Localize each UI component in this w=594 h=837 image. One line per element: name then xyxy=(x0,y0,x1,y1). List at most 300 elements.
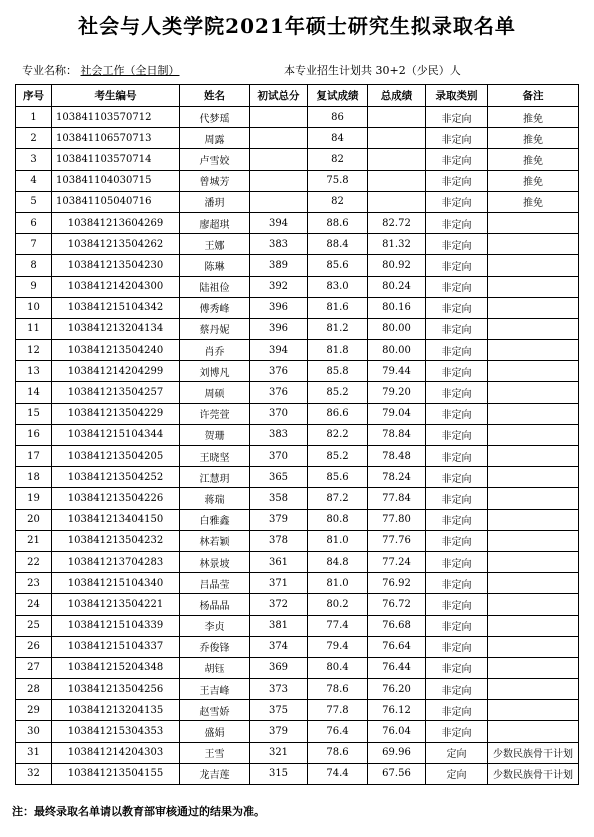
admission-type-cell: 非定向 xyxy=(426,276,488,297)
table-row xyxy=(16,318,579,339)
exam-id-cell: 103841214204299 xyxy=(52,361,180,382)
total-score-cell: 69.96 xyxy=(368,742,426,763)
header-initial-score: 初试总分 xyxy=(250,85,308,107)
total-score-cell: 82.72 xyxy=(368,212,426,233)
remark-cell xyxy=(488,551,579,572)
remark-cell xyxy=(488,636,579,657)
table-row xyxy=(16,657,579,678)
exam-id-cell: 103841213504257 xyxy=(52,382,180,403)
retest-score-cell: 82 xyxy=(308,191,368,212)
major-label: 专业名称： xyxy=(22,64,77,77)
name-cell: 王雪 xyxy=(180,742,250,763)
exam-id-cell: 103841213504205 xyxy=(52,446,180,467)
remark-cell: 少数民族骨干计划 xyxy=(488,742,579,763)
table-row xyxy=(16,212,579,233)
table-row xyxy=(16,742,579,763)
admission-type-cell: 非定向 xyxy=(426,361,488,382)
admission-table xyxy=(15,84,579,785)
seq-cell: 26 xyxy=(16,636,52,657)
initial-score-cell xyxy=(250,170,308,191)
remark-cell xyxy=(488,340,579,361)
exam-id-cell: 103841105040716 xyxy=(52,191,180,212)
initial-score-cell: 369 xyxy=(250,657,308,678)
remark-cell xyxy=(488,212,579,233)
initial-score-cell: 394 xyxy=(250,212,308,233)
seq-cell: 2 xyxy=(16,128,52,149)
header-exam-id: 考生编号 xyxy=(52,85,180,107)
seq-cell: 6 xyxy=(16,212,52,233)
name-cell: 卢雪姣 xyxy=(180,149,250,170)
admission-type-cell: 非定向 xyxy=(426,403,488,424)
remark-cell: 推免 xyxy=(488,149,579,170)
initial-score-cell: 381 xyxy=(250,615,308,636)
total-score-cell: 76.92 xyxy=(368,573,426,594)
initial-score-cell: 389 xyxy=(250,255,308,276)
name-cell: 蔡丹妮 xyxy=(180,318,250,339)
seq-cell: 19 xyxy=(16,488,52,509)
admission-type-cell: 非定向 xyxy=(426,170,488,191)
table-row xyxy=(16,170,579,191)
seq-cell: 4 xyxy=(16,170,52,191)
table-row xyxy=(16,700,579,721)
table-row xyxy=(16,340,579,361)
exam-id-cell: 103841106570713 xyxy=(52,128,180,149)
admission-type-cell: 非定向 xyxy=(426,191,488,212)
initial-score-cell xyxy=(250,149,308,170)
remark-cell: 推免 xyxy=(488,107,579,128)
seq-cell: 16 xyxy=(16,424,52,445)
total-score-cell: 76.64 xyxy=(368,636,426,657)
name-cell: 周露 xyxy=(180,128,250,149)
table-row xyxy=(16,488,579,509)
remark-cell xyxy=(488,594,579,615)
name-cell: 许莞萱 xyxy=(180,403,250,424)
retest-score-cell: 86 xyxy=(308,107,368,128)
remark-cell xyxy=(488,276,579,297)
remark-cell: 推免 xyxy=(488,170,579,191)
table-row xyxy=(16,594,579,615)
seq-cell: 28 xyxy=(16,679,52,700)
retest-score-cell: 74.4 xyxy=(308,763,368,784)
header-total-score: 总成绩 xyxy=(368,85,426,107)
retest-score-cell: 77.4 xyxy=(308,615,368,636)
exam-id-cell: 103841213504230 xyxy=(52,255,180,276)
retest-score-cell: 80.4 xyxy=(308,657,368,678)
initial-score-cell: 372 xyxy=(250,594,308,615)
initial-score-cell: 396 xyxy=(250,318,308,339)
remark-cell xyxy=(488,446,579,467)
name-cell: 王娜 xyxy=(180,234,250,255)
initial-score-cell: 361 xyxy=(250,551,308,572)
seq-cell: 31 xyxy=(16,742,52,763)
exam-id-cell: 103841213204134 xyxy=(52,318,180,339)
table-row xyxy=(16,509,579,530)
seq-cell: 21 xyxy=(16,530,52,551)
admission-type-cell: 非定向 xyxy=(426,530,488,551)
initial-score-cell: 365 xyxy=(250,467,308,488)
exam-id-cell: 103841215104340 xyxy=(52,573,180,594)
retest-score-cell: 86.6 xyxy=(308,403,368,424)
admission-type-cell: 非定向 xyxy=(426,318,488,339)
remark-cell xyxy=(488,361,579,382)
initial-score-cell: 315 xyxy=(250,763,308,784)
remark-cell xyxy=(488,530,579,551)
total-score-cell: 79.20 xyxy=(368,382,426,403)
name-cell: 刘博凡 xyxy=(180,361,250,382)
exam-id-cell: 103841213504229 xyxy=(52,403,180,424)
retest-score-cell: 85.6 xyxy=(308,467,368,488)
admission-type-cell: 非定向 xyxy=(426,234,488,255)
header-name: 姓名 xyxy=(180,85,250,107)
remark-cell xyxy=(488,700,579,721)
total-score-cell: 79.44 xyxy=(368,361,426,382)
exam-id-cell: 103841213204135 xyxy=(52,700,180,721)
name-cell: 盛娟 xyxy=(180,721,250,742)
name-cell: 江慧玥 xyxy=(180,467,250,488)
exam-id-cell: 103841215104344 xyxy=(52,424,180,445)
total-score-cell: 80.00 xyxy=(368,318,426,339)
initial-score-cell: 371 xyxy=(250,573,308,594)
total-score-cell: 80.16 xyxy=(368,297,426,318)
exam-id-cell: 103841103570712 xyxy=(52,107,180,128)
exam-id-cell: 103841213504232 xyxy=(52,530,180,551)
remark-cell xyxy=(488,509,579,530)
name-cell: 李贞 xyxy=(180,615,250,636)
total-score-cell: 76.20 xyxy=(368,679,426,700)
seq-cell: 23 xyxy=(16,573,52,594)
table-row xyxy=(16,361,579,382)
table-row xyxy=(16,234,579,255)
remark-cell: 推免 xyxy=(488,191,579,212)
initial-score-cell: 396 xyxy=(250,297,308,318)
name-cell: 吕晶莹 xyxy=(180,573,250,594)
name-cell: 曾城芳 xyxy=(180,170,250,191)
retest-score-cell: 76.4 xyxy=(308,721,368,742)
retest-score-cell: 81.0 xyxy=(308,530,368,551)
table-row xyxy=(16,149,579,170)
table-row xyxy=(16,530,579,551)
admission-type-cell: 非定向 xyxy=(426,467,488,488)
name-cell: 赵雪娇 xyxy=(180,700,250,721)
exam-id-cell: 103841213504221 xyxy=(52,594,180,615)
seq-cell: 13 xyxy=(16,361,52,382)
table-row xyxy=(16,107,579,128)
total-score-cell: 78.48 xyxy=(368,446,426,467)
exam-id-cell: 103841215204348 xyxy=(52,657,180,678)
total-score-cell: 77.76 xyxy=(368,530,426,551)
exam-id-cell: 103841213504240 xyxy=(52,340,180,361)
retest-score-cell: 84 xyxy=(308,128,368,149)
name-cell: 王吉峰 xyxy=(180,679,250,700)
retest-score-cell: 85.2 xyxy=(308,446,368,467)
retest-score-cell: 80.2 xyxy=(308,594,368,615)
table-row xyxy=(16,679,579,700)
admission-type-cell: 非定向 xyxy=(426,424,488,445)
name-cell: 林若颖 xyxy=(180,530,250,551)
admission-type-cell: 非定向 xyxy=(426,212,488,233)
exam-id-cell: 103841213504256 xyxy=(52,679,180,700)
retest-score-cell: 81.2 xyxy=(308,318,368,339)
name-cell: 白雅鑫 xyxy=(180,509,250,530)
retest-score-cell: 81.6 xyxy=(308,297,368,318)
retest-score-cell: 87.2 xyxy=(308,488,368,509)
admission-type-cell: 非定向 xyxy=(426,594,488,615)
admission-type-cell: 定向 xyxy=(426,742,488,763)
table-row xyxy=(16,551,579,572)
total-score-cell: 77.80 xyxy=(368,509,426,530)
table-row xyxy=(16,297,579,318)
total-score-cell: 78.84 xyxy=(368,424,426,445)
name-cell: 蒋瑞 xyxy=(180,488,250,509)
initial-score-cell: 358 xyxy=(250,488,308,509)
initial-score-cell xyxy=(250,128,308,149)
initial-score-cell xyxy=(250,191,308,212)
retest-score-cell: 85.2 xyxy=(308,382,368,403)
initial-score-cell: 321 xyxy=(250,742,308,763)
remark-cell xyxy=(488,657,579,678)
exam-id-cell: 103841215104342 xyxy=(52,297,180,318)
admission-type-cell: 非定向 xyxy=(426,149,488,170)
header-retest-score: 复试成绩 xyxy=(308,85,368,107)
retest-score-cell: 81.0 xyxy=(308,573,368,594)
seq-cell: 3 xyxy=(16,149,52,170)
initial-score-cell: 394 xyxy=(250,340,308,361)
retest-score-cell: 85.8 xyxy=(308,361,368,382)
remark-cell xyxy=(488,424,579,445)
exam-id-cell: 103841104030715 xyxy=(52,170,180,191)
total-score-cell: 76.68 xyxy=(368,615,426,636)
plan-line: 本专业招生计划共 30+2（少民）人 xyxy=(284,64,461,77)
header-admission-type: 录取类别 xyxy=(426,85,488,107)
admission-type-cell: 非定向 xyxy=(426,446,488,467)
admission-type-cell: 非定向 xyxy=(426,636,488,657)
exam-id-cell: 103841213504155 xyxy=(52,763,180,784)
total-score-cell: 77.24 xyxy=(368,551,426,572)
retest-score-cell: 84.8 xyxy=(308,551,368,572)
retest-score-cell: 88.6 xyxy=(308,212,368,233)
seq-cell: 8 xyxy=(16,255,52,276)
page-title: 社会与人类学院2021年硕士研究生拟录取名单 xyxy=(78,14,516,38)
retest-score-cell: 79.4 xyxy=(308,636,368,657)
exam-id-cell: 103841213504262 xyxy=(52,234,180,255)
initial-score-cell: 379 xyxy=(250,509,308,530)
exam-id-cell: 103841213504252 xyxy=(52,467,180,488)
seq-cell: 20 xyxy=(16,509,52,530)
table-row xyxy=(16,128,579,149)
table-row xyxy=(16,636,579,657)
retest-score-cell: 77.8 xyxy=(308,700,368,721)
total-score-cell: 76.44 xyxy=(368,657,426,678)
seq-cell: 5 xyxy=(16,191,52,212)
remark-cell xyxy=(488,382,579,403)
initial-score-cell: 370 xyxy=(250,403,308,424)
table-row xyxy=(16,424,579,445)
initial-score-cell: 383 xyxy=(250,424,308,445)
table-row xyxy=(16,382,579,403)
retest-score-cell: 85.6 xyxy=(308,255,368,276)
total-score-cell: 79.04 xyxy=(368,403,426,424)
initial-score-cell: 370 xyxy=(250,446,308,467)
seq-cell: 11 xyxy=(16,318,52,339)
retest-score-cell: 83.0 xyxy=(308,276,368,297)
seq-cell: 32 xyxy=(16,763,52,784)
name-cell: 周硕 xyxy=(180,382,250,403)
exam-id-cell: 103841215104337 xyxy=(52,636,180,657)
table-row xyxy=(16,467,579,488)
name-cell: 贺珊 xyxy=(180,424,250,445)
retest-score-cell: 82.2 xyxy=(308,424,368,445)
seq-cell: 27 xyxy=(16,657,52,678)
seq-cell: 22 xyxy=(16,551,52,572)
remark-cell xyxy=(488,297,579,318)
initial-score-cell: 378 xyxy=(250,530,308,551)
admission-type-cell: 非定向 xyxy=(426,255,488,276)
seq-cell: 1 xyxy=(16,107,52,128)
admission-type-cell: 非定向 xyxy=(426,657,488,678)
name-cell: 陈琳 xyxy=(180,255,250,276)
initial-score-cell: 383 xyxy=(250,234,308,255)
table-row xyxy=(16,191,579,212)
major-line xyxy=(22,62,180,78)
admission-type-cell: 非定向 xyxy=(426,297,488,318)
exam-id-cell: 103841213404150 xyxy=(52,509,180,530)
exam-id-cell: 103841213704283 xyxy=(52,551,180,572)
name-cell: 廖超琪 xyxy=(180,212,250,233)
table-header-row xyxy=(16,85,579,107)
initial-score-cell: 376 xyxy=(250,361,308,382)
initial-score-cell: 392 xyxy=(250,276,308,297)
seq-cell: 25 xyxy=(16,615,52,636)
name-cell: 杨晶晶 xyxy=(180,594,250,615)
admission-type-cell: 非定向 xyxy=(426,721,488,742)
total-score-cell: 76.72 xyxy=(368,594,426,615)
seq-cell: 12 xyxy=(16,340,52,361)
admission-type-cell: 非定向 xyxy=(426,488,488,509)
retest-score-cell: 75.8 xyxy=(308,170,368,191)
footnote: 注：最终录取名单请以教育部审核通过的结果为准。 xyxy=(12,805,265,818)
header-remark: 备注 xyxy=(488,85,579,107)
exam-id-cell: 103841103570714 xyxy=(52,149,180,170)
total-score-cell: 78.24 xyxy=(368,467,426,488)
name-cell: 王晓坚 xyxy=(180,446,250,467)
table-row xyxy=(16,763,579,784)
retest-score-cell: 78.6 xyxy=(308,679,368,700)
total-score-cell xyxy=(368,170,426,191)
total-score-cell: 80.92 xyxy=(368,255,426,276)
name-cell: 林景坡 xyxy=(180,551,250,572)
admission-type-cell: 非定向 xyxy=(426,382,488,403)
remark-cell xyxy=(488,488,579,509)
name-cell: 傅秀峰 xyxy=(180,297,250,318)
remark-cell xyxy=(488,255,579,276)
name-cell: 陆祖俭 xyxy=(180,276,250,297)
exam-id-cell: 103841215304353 xyxy=(52,721,180,742)
total-score-cell: 81.32 xyxy=(368,234,426,255)
table-row xyxy=(16,721,579,742)
name-cell: 胡钰 xyxy=(180,657,250,678)
total-score-cell xyxy=(368,107,426,128)
initial-score-cell xyxy=(250,107,308,128)
remark-cell: 推免 xyxy=(488,128,579,149)
admission-type-cell: 非定向 xyxy=(426,128,488,149)
seq-cell: 17 xyxy=(16,446,52,467)
admission-type-cell: 非定向 xyxy=(426,679,488,700)
retest-score-cell: 80.8 xyxy=(308,509,368,530)
remark-cell xyxy=(488,234,579,255)
name-cell: 肖乔 xyxy=(180,340,250,361)
remark-cell xyxy=(488,573,579,594)
total-score-cell: 80.24 xyxy=(368,276,426,297)
retest-score-cell: 78.6 xyxy=(308,742,368,763)
admission-type-cell: 非定向 xyxy=(426,551,488,572)
remark-cell xyxy=(488,679,579,700)
total-score-cell: 77.84 xyxy=(368,488,426,509)
total-score-cell xyxy=(368,191,426,212)
name-cell: 乔俊锋 xyxy=(180,636,250,657)
name-cell: 代梦瑶 xyxy=(180,107,250,128)
table-row xyxy=(16,573,579,594)
total-score-cell: 76.12 xyxy=(368,700,426,721)
admission-type-cell: 非定向 xyxy=(426,340,488,361)
retest-score-cell: 81.8 xyxy=(308,340,368,361)
name-cell: 龙吉莲 xyxy=(180,763,250,784)
remark-cell xyxy=(488,615,579,636)
seq-cell: 9 xyxy=(16,276,52,297)
initial-score-cell: 374 xyxy=(250,636,308,657)
seq-cell: 14 xyxy=(16,382,52,403)
total-score-cell: 67.56 xyxy=(368,763,426,784)
admission-type-cell: 非定向 xyxy=(426,107,488,128)
admission-type-cell: 非定向 xyxy=(426,615,488,636)
table-row xyxy=(16,446,579,467)
total-score-cell xyxy=(368,149,426,170)
seq-cell: 18 xyxy=(16,467,52,488)
exam-id-cell: 103841214204303 xyxy=(52,742,180,763)
remark-cell xyxy=(488,467,579,488)
total-score-cell xyxy=(368,128,426,149)
remark-cell xyxy=(488,403,579,424)
table-row xyxy=(16,276,579,297)
total-score-cell: 76.04 xyxy=(368,721,426,742)
initial-score-cell: 376 xyxy=(250,382,308,403)
exam-id-cell: 103841215104339 xyxy=(52,615,180,636)
seq-cell: 24 xyxy=(16,594,52,615)
remark-cell: 少数民族骨干计划 xyxy=(488,763,579,784)
table-row xyxy=(16,255,579,276)
seq-cell: 10 xyxy=(16,297,52,318)
admission-type-cell: 非定向 xyxy=(426,700,488,721)
admission-type-cell: 定向 xyxy=(426,763,488,784)
initial-score-cell: 373 xyxy=(250,679,308,700)
total-score-cell: 80.00 xyxy=(368,340,426,361)
table-row xyxy=(16,615,579,636)
seq-cell: 15 xyxy=(16,403,52,424)
remark-cell xyxy=(488,721,579,742)
initial-score-cell: 375 xyxy=(250,700,308,721)
exam-id-cell: 103841213504226 xyxy=(52,488,180,509)
initial-score-cell: 379 xyxy=(250,721,308,742)
seq-cell: 30 xyxy=(16,721,52,742)
admission-type-cell: 非定向 xyxy=(426,509,488,530)
major-value: 社会工作（全日制） xyxy=(80,64,180,77)
exam-id-cell: 103841213604269 xyxy=(52,212,180,233)
name-cell: 潘玥 xyxy=(180,191,250,212)
seq-cell: 29 xyxy=(16,700,52,721)
exam-id-cell: 103841214204300 xyxy=(52,276,180,297)
table-row xyxy=(16,403,579,424)
seq-cell: 7 xyxy=(16,234,52,255)
header-seq: 序号 xyxy=(16,85,52,107)
